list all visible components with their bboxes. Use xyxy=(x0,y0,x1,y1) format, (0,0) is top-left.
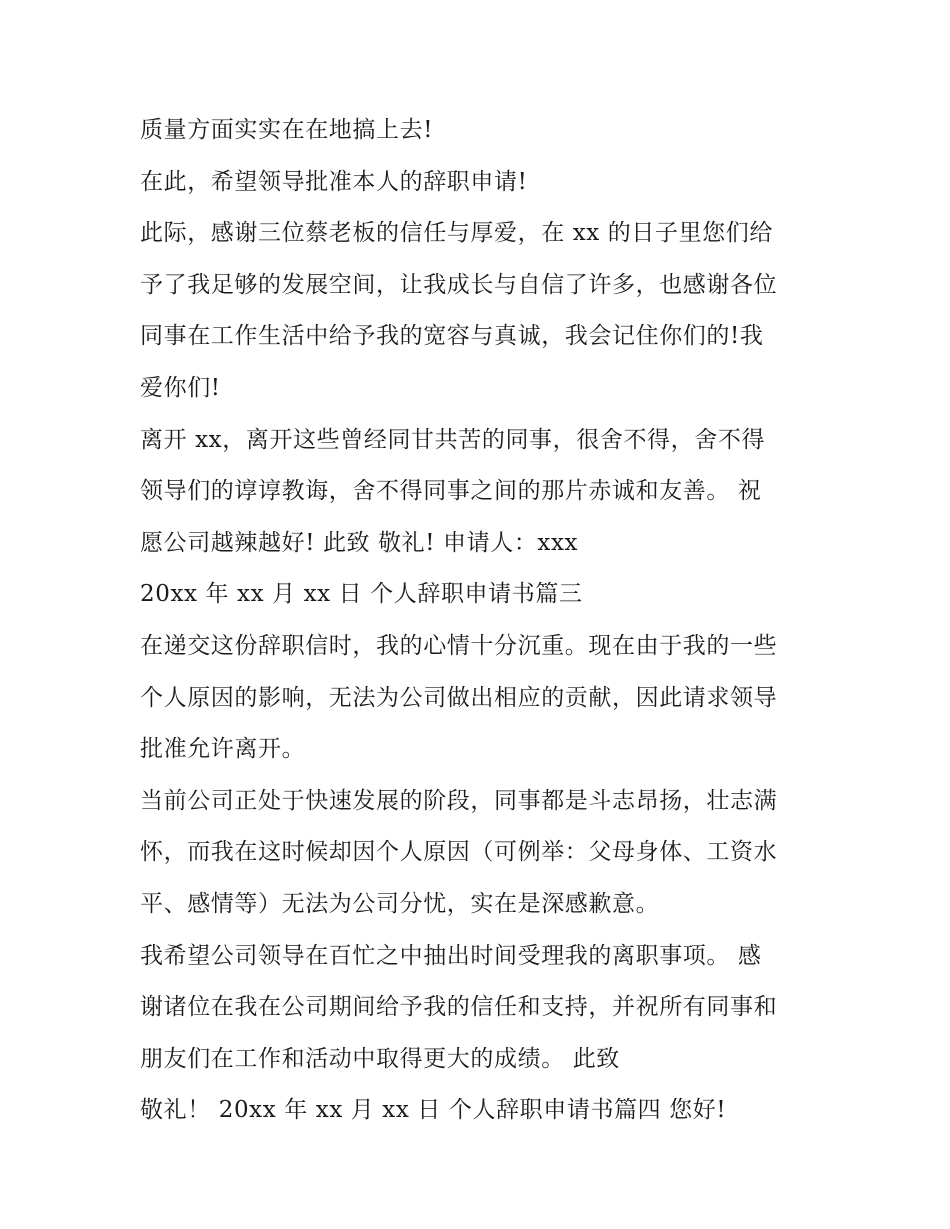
text-line: 朋友们在工作和活动中取得更大的成绩。 此致 xyxy=(140,1045,620,1072)
text-line: 当前公司正处于快速发展的阶段，同事都是斗志昂扬，壮志满 xyxy=(140,787,778,814)
text-line: 谢诸位在我在公司期间给予我的信任和支持，并祝所有同事和 xyxy=(140,994,778,1021)
text-line: 同事在工作生活中给予我的宽容与真诚，我会记住你们的!我 xyxy=(140,323,764,350)
section-heading-line: 20xx 年 xx 月 xx 日 个人辞职申请书篇三 xyxy=(140,581,583,608)
section-heading-line: 敬礼！ 20xx 年 xx 月 xx 日 个人辞职申请书篇四 您好! xyxy=(140,1097,727,1124)
text-line: 在递交这份辞职信时，我的心情十分沉重。现在由于我的一些 xyxy=(140,632,778,659)
text-line: 爱你们! xyxy=(140,374,221,401)
text-line: 怀，而我在这时候却因个人原因（可例举：父母身体、工资水 xyxy=(140,839,778,866)
text-line: 批准允许离开。 xyxy=(140,736,306,763)
text-line: 质量方面实实在在地搞上去! xyxy=(140,117,434,143)
document-body xyxy=(140,110,820,1142)
text-line: 个人原因的影响，无法为公司做出相应的贡献，因此请求领导 xyxy=(140,684,778,711)
text-line: 在此，希望领导批准本人的辞职申请! xyxy=(140,168,528,195)
text-line: 平、感情等）无法为公司分忧，实在是深感歉意。 xyxy=(140,890,660,917)
text-line: 离开 xx，离开这些曾经同甘共苦的同事，很舍不得，舍不得 xyxy=(140,426,766,453)
text-line: 予了我足够的发展空间，让我成长与自信了许多，也感谢各位 xyxy=(140,271,778,298)
text-line: 愿公司越辣越好! 此致 敬礼! 申请人：xxx xyxy=(140,529,579,556)
text-line: 领导们的谆谆教诲，舍不得同事之间的那片赤诚和友善。 祝 xyxy=(140,478,762,505)
text-line: 我希望公司领导在百忙之中抽出时间受理我的离职事项。 感 xyxy=(140,942,762,969)
text-line: 此际，感谢三位蔡老板的信任与厚爱，在 xx 的日子里您们给 xyxy=(140,220,773,247)
